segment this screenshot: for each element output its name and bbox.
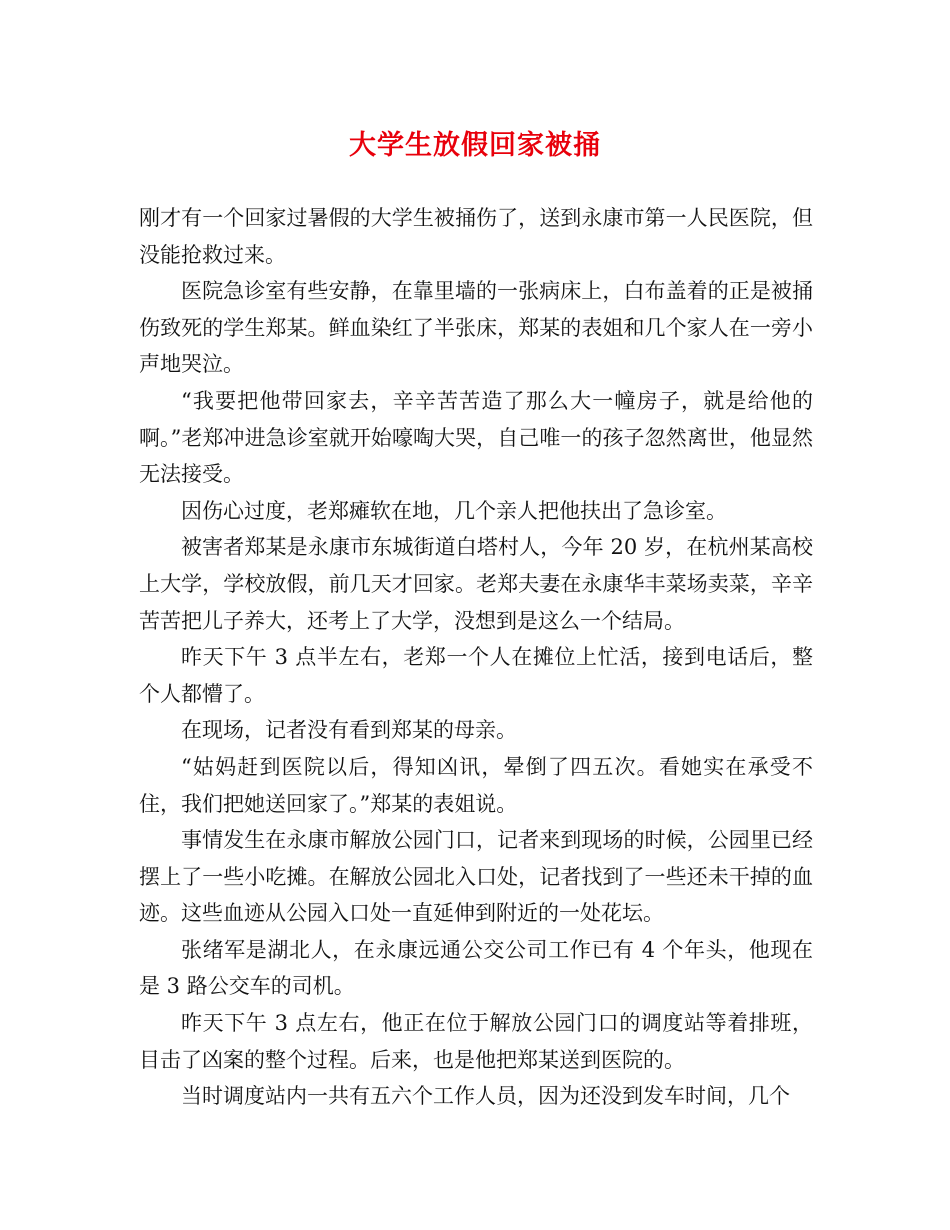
paragraph: 当时调度站内一共有五六个工作人员，因为还没到发车时间，几个 <box>181 1084 790 1109</box>
paragraph: 昨天下午 3 点左右，他正在位于解放公园门口的调度站等着排班，目击了凶案的整个过程。后来，也是他把郑某送到医院的。 <box>139 1011 813 1072</box>
paragraph: 事情发生在永康市解放公园门口，记者来到现场的时候，公园里已经摆上了一些小吃摊。在解放公园北入口处，记者找到了一些还未干掉的血迹。这些血迹从公园入口处一直延伸到附近的一处花坛。 <box>139 828 813 926</box>
paragraph: 昨天下午 3 点半左右，老郑一个人在摊位上忙活，接到电话后，整个人都懵了。 <box>139 645 813 706</box>
document-title: 大学生放假回家被捅 <box>349 130 601 161</box>
paragraph: 刚才有一个回家过暑假的大学生被捅伤了，送到永康市第一人民医院，但没能抢救过来。 <box>139 206 813 267</box>
paragraph: 张绪军是湖北人，在永康远通公交公司工作已有 4 个年头，他现在是 3 路公交车的司机。 <box>139 937 813 999</box>
paragraph: “我要把他带回家去，辛辛苦苦造了那么大一幢房子，就是给他的啊。”老郑冲进急诊室就开始嚎啕大哭，自己唯一的孩子忽然离世，他显然无法接受。 <box>139 388 813 487</box>
paragraph: 在现场，记者没有看到郑某的母亲。 <box>181 718 517 743</box>
paragraph: “姑妈赶到医院以后，得知凶讯，晕倒了四五次。看她实在承受不住，我们把她送回家了。”郑某的表姐说。 <box>139 754 813 816</box>
paragraph: 被害者郑某是永康市东城街道白塔村人，今年 20 岁，在杭州某高校上大学，学校放假，前几天才回家。老郑夫妻在永康华丰菜场卖菜，辛辛苦苦把儿子养大，还考上了大学，没想到是这么一个结局。 <box>139 535 813 633</box>
paragraph: 医院急诊室有些安静，在靠里墙的一张病床上，白布盖着的正是被捅伤致死的学生郑某。鲜血染红了半张床，郑某的表姐和几个家人在一旁小声地哭泣。 <box>139 279 813 377</box>
paragraph: 因伤心过度，老郑瘫软在地，几个亲人把他扶出了急诊室。 <box>181 498 727 523</box>
article-body <box>139 200 813 1115</box>
